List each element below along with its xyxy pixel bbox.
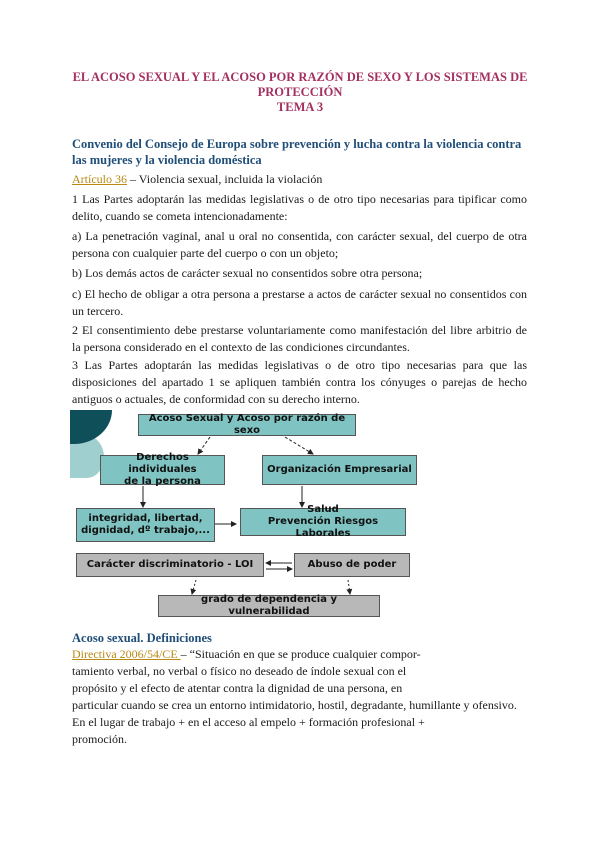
acoso-definition bbox=[72, 646, 527, 748]
definition-line-3: propósito y el efecto de atentar contra la dignidad de una persona, en bbox=[72, 681, 403, 695]
title-line-3: TEMA 3 bbox=[276, 100, 324, 114]
paragraph-b: b) Los demás actos de carácter sexual no consentidos sobre otra persona; bbox=[72, 266, 423, 280]
box-abuso-de-poder bbox=[294, 553, 410, 577]
box-salud-line-1: Salud bbox=[307, 504, 339, 515]
title-line-1: EL ACOSO SEXUAL Y EL ACOSO POR RAZÓN DE SEXO Y LOS SISTEMAS DE bbox=[72, 70, 528, 84]
arrow-top-to-right bbox=[285, 437, 313, 454]
arrow-left3-to-bottom bbox=[192, 580, 196, 594]
box-abuso-label: Abuso de poder bbox=[307, 559, 397, 570]
article-line bbox=[72, 171, 527, 188]
paragraph-a: a) La penetración vaginal, anal u oral no consentida, con carácter sexual, del cuerpo de otra persona con cualquier parte del cuerpo o con un objeto; bbox=[72, 229, 527, 260]
box-salud bbox=[240, 504, 406, 539]
definition-line-2: tamiento verbal, no verbal o físico no deseado de índole sexual con el bbox=[72, 664, 407, 678]
paragraph-c: c) El hecho de obligar a otra persona a prestarse a actos de carácter sexual no consentidos con un tercero. bbox=[72, 287, 527, 318]
concept-diagram bbox=[70, 410, 540, 625]
directive-link[interactable]: Directiva 2006/54/CE bbox=[72, 647, 181, 661]
box-derechos-line-1: Derechos individuales bbox=[128, 452, 197, 475]
box-integridad bbox=[76, 508, 215, 542]
article-36-link[interactable]: Artículo 36 bbox=[72, 172, 127, 186]
box-derechos-individuales bbox=[100, 452, 225, 487]
box-grado-label: grado de dependencia y vulnerabilidad bbox=[201, 594, 337, 617]
box-acoso-sexual bbox=[138, 414, 356, 436]
paragraph-1: 1 Las Partes adoptarán las medidas legislativas o de otro tipo necesarias para tipificar como delito, cuando se cometa intencionadamente: bbox=[72, 192, 527, 223]
title-line-2: PROTECCIÓN bbox=[257, 85, 343, 99]
box-integridad-line-2: dignidad, dº trabajo,... bbox=[81, 525, 210, 536]
paragraph-3: 3 Las Partes adoptarán las medidas legislativas o de otro tipo necesarias para que las disposiciones del apartado 1 se apliquen también contra los cónyuges o parejas de hecho antiguos o actuales, de conformidad con su derecho interno. bbox=[72, 358, 527, 406]
box-acoso-sexual-label: Acoso Sexual y Acoso por razón de sexo bbox=[148, 413, 346, 436]
box-organizacion-empresarial bbox=[262, 455, 417, 485]
box-caracter-label: Carácter discriminatorio - LOI bbox=[86, 559, 254, 570]
definition-line-5: En el lugar de trabajo + en el acceso al empelo + formación profesional + bbox=[72, 715, 425, 729]
box-derechos-line-2: de la persona bbox=[124, 476, 201, 487]
definition-line-1: – “Situación en que se produce cualquier compor- bbox=[180, 647, 421, 661]
convenio-heading: Convenio del Consejo de Europa sobre prevención y lucha contra la violencia contra las mujeres y la violencia doméstica bbox=[72, 137, 522, 167]
definition-line-6: promoción. bbox=[72, 732, 127, 746]
box-caracter-discriminatorio bbox=[76, 553, 264, 577]
article-title: – Violencia sexual, incluida la violación bbox=[127, 172, 323, 186]
acoso-heading: Acoso sexual. Definiciones bbox=[72, 631, 212, 645]
definition-line-4: particular cuando se crea un entorno intimidatorio, hostil, degradante, humillante y ofensivo. bbox=[72, 698, 517, 712]
box-salud-line-2: Prevención Riesgos Laborales bbox=[267, 516, 379, 539]
box-grado-dependencia bbox=[158, 595, 380, 617]
box-integridad-line-1: integridad, libertad, bbox=[88, 513, 203, 524]
document-title bbox=[60, 70, 540, 115]
paragraph-2: 2 El consentimiento debe prestarse voluntariamente como manifestación del libre arbitrio de la persona considerado en el contexto de las condiciones circundantes. bbox=[72, 323, 527, 354]
box-organizacion-label: Organización Empresarial bbox=[267, 464, 412, 475]
arrow-right3-to-bottom bbox=[348, 580, 350, 594]
